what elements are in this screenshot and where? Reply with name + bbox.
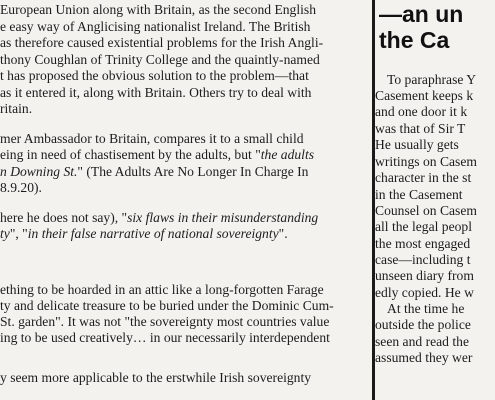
text-run: ", " <box>9 226 28 241</box>
right-body-line: edly copied. He w <box>375 285 474 300</box>
right-body-line: unseen diary from <box>375 268 474 283</box>
text-run: ty and delicate treasure to be buried under the Dominic Cum- <box>0 298 334 313</box>
body-line <box>0 226 288 242</box>
body-line <box>0 180 42 196</box>
body-line <box>0 35 323 51</box>
body-line <box>0 101 32 117</box>
body-line <box>0 131 304 147</box>
right-body-line: was that of Sir T <box>375 121 466 136</box>
text-run: St. garden". It was not "the sovereignty most countries value <box>0 314 330 329</box>
body-line <box>0 147 314 163</box>
right-body-line: At the time he <box>387 301 465 316</box>
italic-quote: in their false narrative of national sovereignty <box>27 226 279 241</box>
headline-line: the Ca <box>379 27 450 53</box>
text-run: 8.9.20). <box>0 180 42 195</box>
right-body-line: He usually gets <box>375 137 459 152</box>
text-run: t has proposed the obvious solution to the problem—that <box>0 68 309 83</box>
right-column <box>375 0 495 400</box>
body-line <box>0 2 316 18</box>
body-line <box>0 330 330 346</box>
italic-quote: n Downing St. <box>0 164 78 179</box>
right-body-line: Casement keeps k <box>375 88 474 103</box>
right-body-line: all the legal peopl <box>375 219 473 234</box>
body-line <box>0 314 329 330</box>
body-line <box>0 370 311 386</box>
body-line <box>0 19 310 35</box>
body-line <box>0 282 324 298</box>
right-body-line: case—including t <box>375 252 471 267</box>
text-run: eing in need of chastisement by the adults, but " <box>0 147 261 162</box>
text-run: as it entered it, along with Britain. Others try to deal with <box>0 85 312 100</box>
text-run: ritain. <box>0 101 33 116</box>
right-body-line: the most engaged <box>375 236 471 251</box>
headline-line: —an un <box>379 1 464 27</box>
body-line <box>0 298 334 314</box>
right-body-line: character in the st <box>375 170 472 185</box>
right-body-line: To paraphrase Y <box>387 72 477 87</box>
right-body-line: assumed they wer <box>375 350 473 365</box>
text-run: here he does not say), " <box>0 210 128 225</box>
text-run: ing to be used creatively… in our necessarily interdependent <box>0 330 330 345</box>
italic-quote: the adults <box>260 147 315 162</box>
text-run: " (The Adults Are No Longer In Charge In <box>77 164 309 179</box>
text-run: as therefore caused existential problems for the Irish Angli- <box>0 35 324 50</box>
body-line <box>0 164 308 180</box>
right-body-line: outside the police <box>375 317 471 332</box>
text-run: e easy way of Anglicising nationalist Ireland. The British <box>0 19 311 34</box>
body-line <box>0 52 320 68</box>
right-body-line: writings on Casem <box>375 154 477 169</box>
text-run: mer Ambassador to Britain, compares it to a small child <box>0 131 304 146</box>
right-body-line: in the Casement <box>375 187 463 202</box>
body-line <box>0 68 309 84</box>
right-body-line: and one door it k <box>375 104 468 119</box>
italic-quote: six flaws in their misunderstanding <box>127 210 319 225</box>
text-run: European Union along with Britain, as the second English <box>0 2 316 17</box>
text-run: y seem more applicable to the erstwhile Irish sovereignty <box>0 370 312 385</box>
text-run: ething to be hoarded in an attic like a long-forgotten Farage <box>0 282 324 297</box>
text-run: ". <box>278 226 288 241</box>
body-line <box>0 85 311 101</box>
body-line <box>0 210 318 226</box>
text-run: thony Coughlan of Trinity College and the quaintly-named <box>0 52 320 67</box>
right-body-line: Counsel on Casem <box>375 203 477 218</box>
right-body-line: seen and read the <box>375 334 469 349</box>
italic-quote: ty <box>0 226 10 241</box>
